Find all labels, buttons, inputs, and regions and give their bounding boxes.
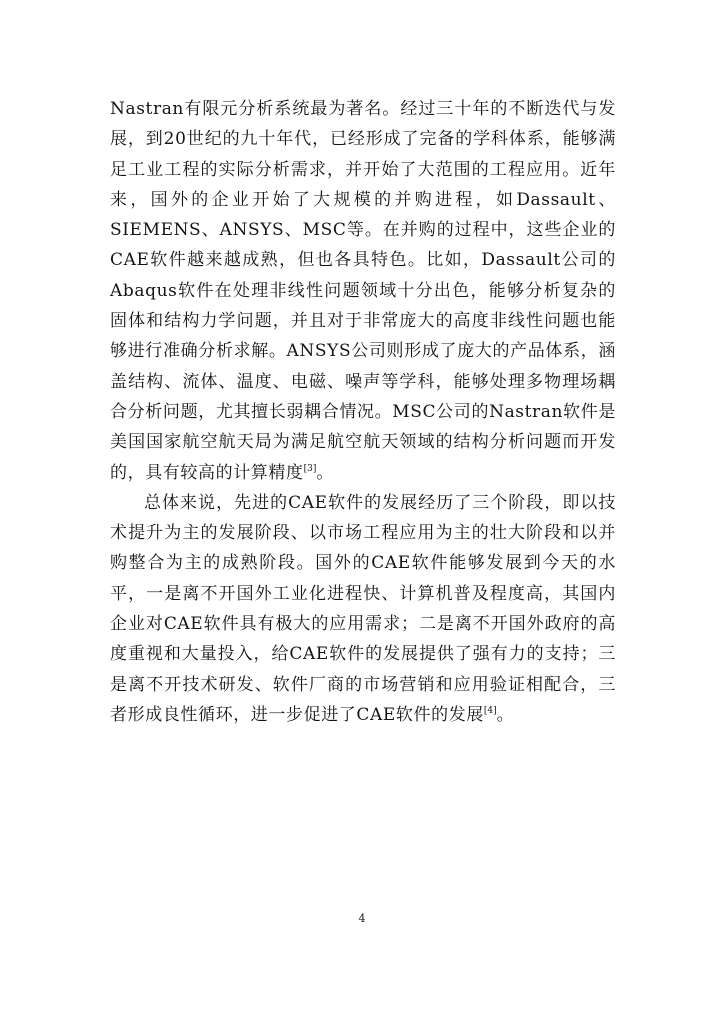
body-text bbox=[110, 94, 616, 730]
page-number: 4 bbox=[358, 912, 366, 925]
paragraph-2 bbox=[110, 488, 616, 730]
paragraph-1-end: 。 bbox=[316, 462, 334, 483]
paragraph-2-text: 总体来说，先进的CAE软件的发展经历了三个阶段，即以技术提升为主的发展阶段、以市场工程应用为主的壮大阶段和以并购整合为主的成熟阶段。国外的CAE软件能够发展到今天的水平，一是离不开国外工业化进程快、计算机普及程度高，其国内企业对CAE软件具有极大的应用需求；二是离不开国外政府的高度重视和大量投入，给CAE软件的发展提供了强有力的支持；三是离不开技术研发、软件厂商的市场营销和应用验证相配合，三者形成良性循环，进一步促进了CAE软件的发展 bbox=[110, 492, 616, 725]
paragraph-2-end: 。 bbox=[496, 704, 515, 725]
citation-4: [4] bbox=[483, 705, 497, 716]
citation-3: [3] bbox=[303, 463, 317, 474]
paragraph-1-text: Nastran有限元分析系统最为著名。经过三十年的不断迭代与发展，到20世纪的九十年代，已经形成了完备的学科体系，能够满足工业工程的实际分析需求，并开始了大范围的工程应用。近年来，国外的企业开始了大规模的并购进程，如Dassault、SIEMENS、ANSYS、MSC等。在并购的过程中，这些企业的CAE软件越来越成熟，但也各具特色。比如，Dassault公司的Abaqus软件在处理非线性问题领域十分出色，能够分析复杂的固体和结构力学问题，并且对于非常庞大的高度非线性问题也能够进行准确分析求解。ANSYS公司则形成了庞大的产品体系，涵盖结构、流体、温度、电磁、噪声等学科，能够处理多物理场耦合分析问题，尤其擅长弱耦合情况。MSC公司的Nastran软件是美国国家航空航天局为满足航空航天领域的结构分析问题而开发的，具有较高的计算精度 bbox=[110, 99, 616, 483]
paragraph-1 bbox=[110, 94, 616, 488]
